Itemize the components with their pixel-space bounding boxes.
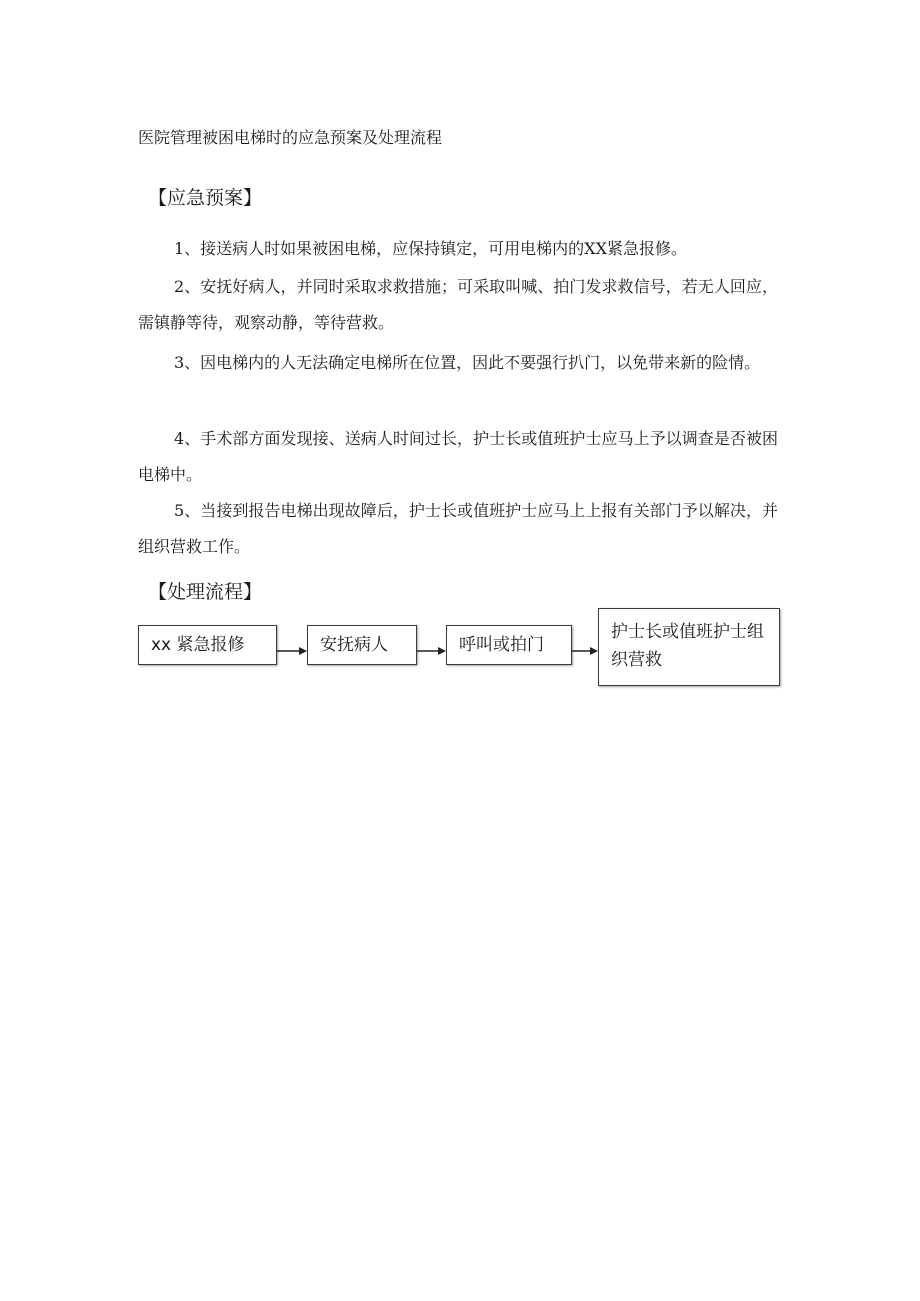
flow-step-nurse-rescue: 护士长或值班护士组织营救 bbox=[598, 608, 780, 686]
section-heading-emergency-plan: 【应急预案】 bbox=[148, 187, 263, 209]
plan-paragraph-2: 2、安抚好病人，并同时采取求救措施；可采取叫喊、拍门发求救信号，若无人回应，需镇静等待，观察动静，等待营救。 bbox=[138, 277, 778, 332]
flow-step-report: xx 紧急报修 bbox=[138, 625, 277, 665]
section-heading-process: 【处理流程】 bbox=[148, 581, 263, 603]
flow-step-comfort-patient: 安抚病人 bbox=[307, 625, 417, 665]
plan-paragraph-3: 3、因电梯内的人无法确定电梯所在位置，因此不要强行扒门，以免带来新的险情。 bbox=[174, 353, 761, 372]
flow-arrow-1 bbox=[277, 645, 309, 657]
document-title: 医院管理被困电梯时的应急预案及处理流程 bbox=[138, 128, 443, 147]
flow-arrow-2 bbox=[417, 645, 448, 657]
flow-step-call-or-knock: 呼叫或拍门 bbox=[446, 625, 572, 665]
plan-paragraph-4: 4、手术部方面发现接、送病人时间过长，护士长或值班护士应马上予以调查是否被困电梯中。 bbox=[138, 429, 778, 484]
flow-arrow-3 bbox=[572, 645, 600, 657]
plan-paragraph-5: 5、当接到报告电梯出现故障后，护士长或值班护士应马上上报有关部门予以解决，并组织营救工作。 bbox=[138, 501, 778, 556]
plan-paragraph-1: 1、接送病人时如果被困电梯，应保持镇定，可用电梯内的XX紧急报修。 bbox=[174, 239, 687, 258]
